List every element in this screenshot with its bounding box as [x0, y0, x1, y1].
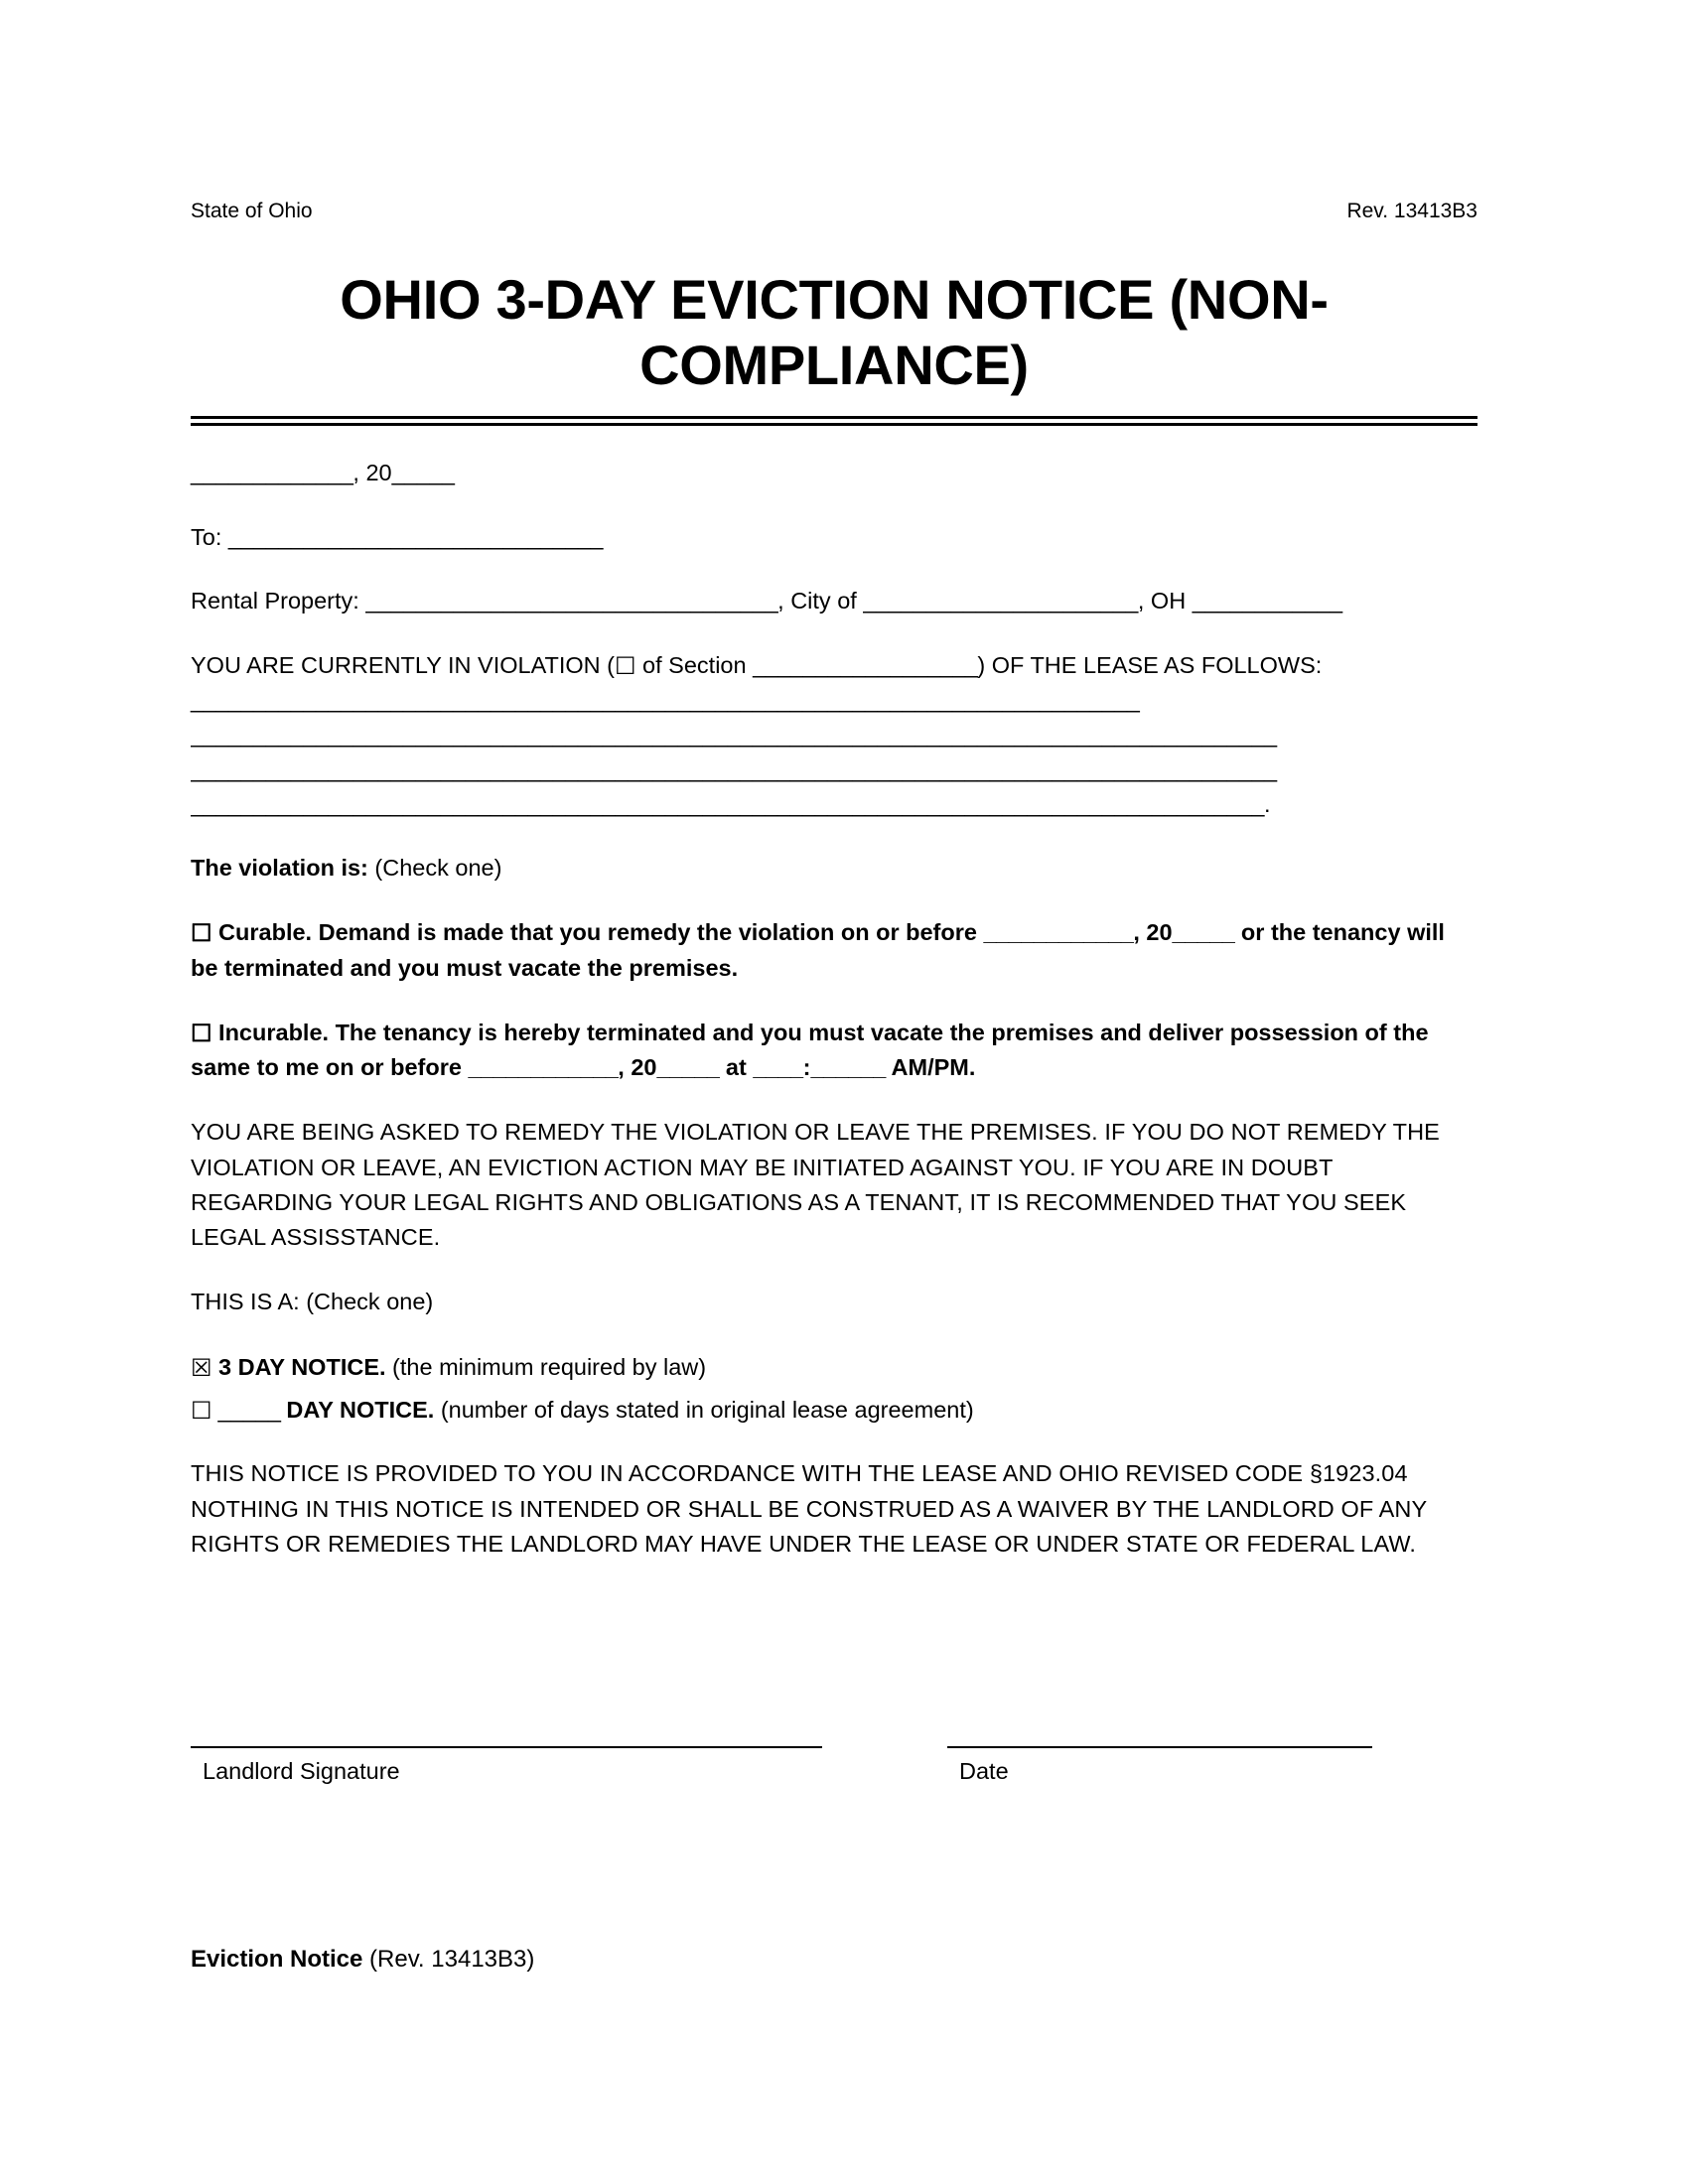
incurable-text-a: Incurable. The tenancy is hereby terminated and you must vacate the premises and deliver possession of the same to me on or before — [191, 1019, 1429, 1081]
incurable-option[interactable] — [191, 1016, 1477, 1086]
date-year-blank[interactable]: _____ — [391, 460, 455, 486]
violation-description-blank-1[interactable]: ____________________________________________________________________________ — [191, 687, 1140, 714]
document-header — [191, 0, 1477, 223]
violation-intro-text-a: YOU ARE CURRENTLY IN VIOLATION ( — [191, 651, 615, 678]
rental-property-label: Rental Property: — [191, 588, 366, 614]
violation-description-blank-2[interactable]: _______________________________________________________________________________________ — [191, 722, 1277, 749]
incurable-date-blank[interactable]: ____________ — [468, 1054, 619, 1081]
violation-check-hint: (Check one) — [367, 855, 502, 882]
page-title: OHIO 3-DAY EVICTION NOTICE (NON-COMPLIANCE) — [340, 268, 1329, 397]
curable-text-b: or the tenancy will be terminated and you must vacate the premises. — [191, 919, 1445, 981]
revision-label: Rev. 13413B3 — [1346, 200, 1477, 222]
custom-day-note: (number of days stated in original lease agreement) — [434, 1396, 974, 1423]
title-divider — [191, 416, 1477, 426]
footer-title: Eviction Notice — [191, 1945, 363, 1973]
incurable-minute-blank[interactable]: ______ — [810, 1054, 886, 1081]
curable-date-blank[interactable]: ____________ — [983, 919, 1134, 946]
three-day-checkbox-icon[interactable]: ☒ — [191, 1354, 212, 1382]
notice-option-custom[interactable] — [191, 1393, 1477, 1428]
incurable-time-colon: : — [802, 1054, 811, 1081]
state-label: State of Ohio — [191, 200, 313, 222]
violation-check-label: The violation is: — [191, 855, 368, 882]
city-blank[interactable]: ______________________ — [863, 588, 1138, 614]
document-sheet — [191, 0, 1477, 1977]
curable-year-prefix: , 20 — [1133, 919, 1173, 946]
curable-text-a: Curable. Demand is made that you remedy the violation on or before — [211, 919, 984, 946]
accordance-paragraph: THIS NOTICE IS PROVIDED TO YOU IN ACCORDANCE WITH THE LEASE AND OHIO REVISED CODE §1923.04 NOTHING IN THIS NOTICE IS INTENDED OR SHALL BE CONSTRUED AS A WAIVER BY THE LANDLORD OF ANY RIGHTS OR REMEDIES THE LANDLORD MAY HAVE UNDER THE LEASE OR UNDER STATE OR FEDERAL LAW. — [191, 1460, 1427, 1557]
document-footer — [191, 1942, 1477, 1977]
incurable-ampm-label: AM/PM. — [885, 1054, 976, 1081]
curable-option[interactable] — [191, 915, 1477, 986]
zip-blank[interactable]: ____________ — [1192, 588, 1342, 614]
rental-property-line — [191, 584, 1477, 618]
signature-date-field[interactable] — [947, 1746, 1372, 1789]
document-body — [191, 456, 1477, 1977]
footer-revision: (Rev. 13413B3) — [362, 1945, 535, 1973]
violation-intro — [191, 648, 1477, 719]
state-abbrev-label: , OH — [1137, 588, 1193, 614]
incurable-checkbox-icon[interactable]: ☐ — [191, 1020, 212, 1047]
violation-description-period: . — [1263, 790, 1271, 817]
custom-day-checkbox-icon[interactable]: ☐ — [191, 1397, 212, 1425]
to-blank[interactable]: ______________________________ — [227, 523, 603, 550]
landlord-signature-field[interactable] — [191, 1746, 822, 1789]
rental-address-blank[interactable]: _________________________________ — [365, 588, 778, 614]
date-line — [191, 456, 1477, 490]
curable-checkbox-icon[interactable]: ☐ — [191, 920, 212, 948]
violation-description-blank-4-text: ______________________________________________________________________________________ — [191, 790, 1264, 817]
to-label: To: — [191, 523, 228, 550]
violation-intro-text-c: ) OF THE LEASE AS FOLLOWS: — [977, 651, 1323, 678]
to-line — [191, 520, 1477, 555]
date-blank[interactable]: _____________ — [191, 460, 353, 486]
three-day-label: 3 DAY NOTICE. — [218, 1353, 386, 1380]
section-checkbox-icon[interactable]: ☐ — [615, 652, 636, 680]
this-is-a-heading: THIS IS A: (Check one) — [191, 1289, 434, 1315]
date-year-prefix: , 20 — [352, 460, 392, 486]
curable-year-blank[interactable]: _____ — [1172, 919, 1235, 946]
incurable-hour-blank[interactable]: ____ — [753, 1054, 803, 1081]
section-number-blank[interactable]: __________________ — [753, 651, 978, 678]
violation-description-blank-4[interactable] — [191, 787, 1477, 822]
notice-option-3day[interactable] — [191, 1350, 1477, 1385]
city-label: , City of — [777, 588, 864, 614]
landlord-signature-label: Landlord Signature — [203, 1758, 400, 1785]
incurable-year-blank[interactable]: _____ — [656, 1054, 720, 1081]
violation-check-heading — [191, 851, 1477, 886]
custom-day-blank[interactable]: _____ — [211, 1396, 287, 1423]
violation-intro-text-b: of Section — [635, 651, 754, 678]
custom-day-label: DAY NOTICE. — [286, 1396, 435, 1423]
remedy-paragraph: YOU ARE BEING ASKED TO REMEDY THE VIOLATION OR LEAVE THE PREMISES. IF YOU DO NOT REMEDY THE VIOLATION OR LEAVE, AN EVICTION ACTION MAY BE INITIATED AGAINST YOU. IF YOU ARE IN DOUBT REGARDING YOUR LEGAL RIGHTS AND OBLIGATIONS AS A TENANT, IT IS RECOMMENDED THAT YOU SEEK LEGAL ASSISSTANCE. — [191, 1119, 1440, 1251]
incurable-at-label: at — [719, 1054, 754, 1081]
violation-description-blank-3[interactable]: _______________________________________________________________________________________ — [191, 755, 1277, 782]
signature-date-label: Date — [959, 1758, 1009, 1785]
incurable-year-prefix: , 20 — [618, 1054, 657, 1081]
signature-block — [191, 1746, 1477, 1789]
three-day-note: (the minimum required by law) — [385, 1353, 707, 1380]
